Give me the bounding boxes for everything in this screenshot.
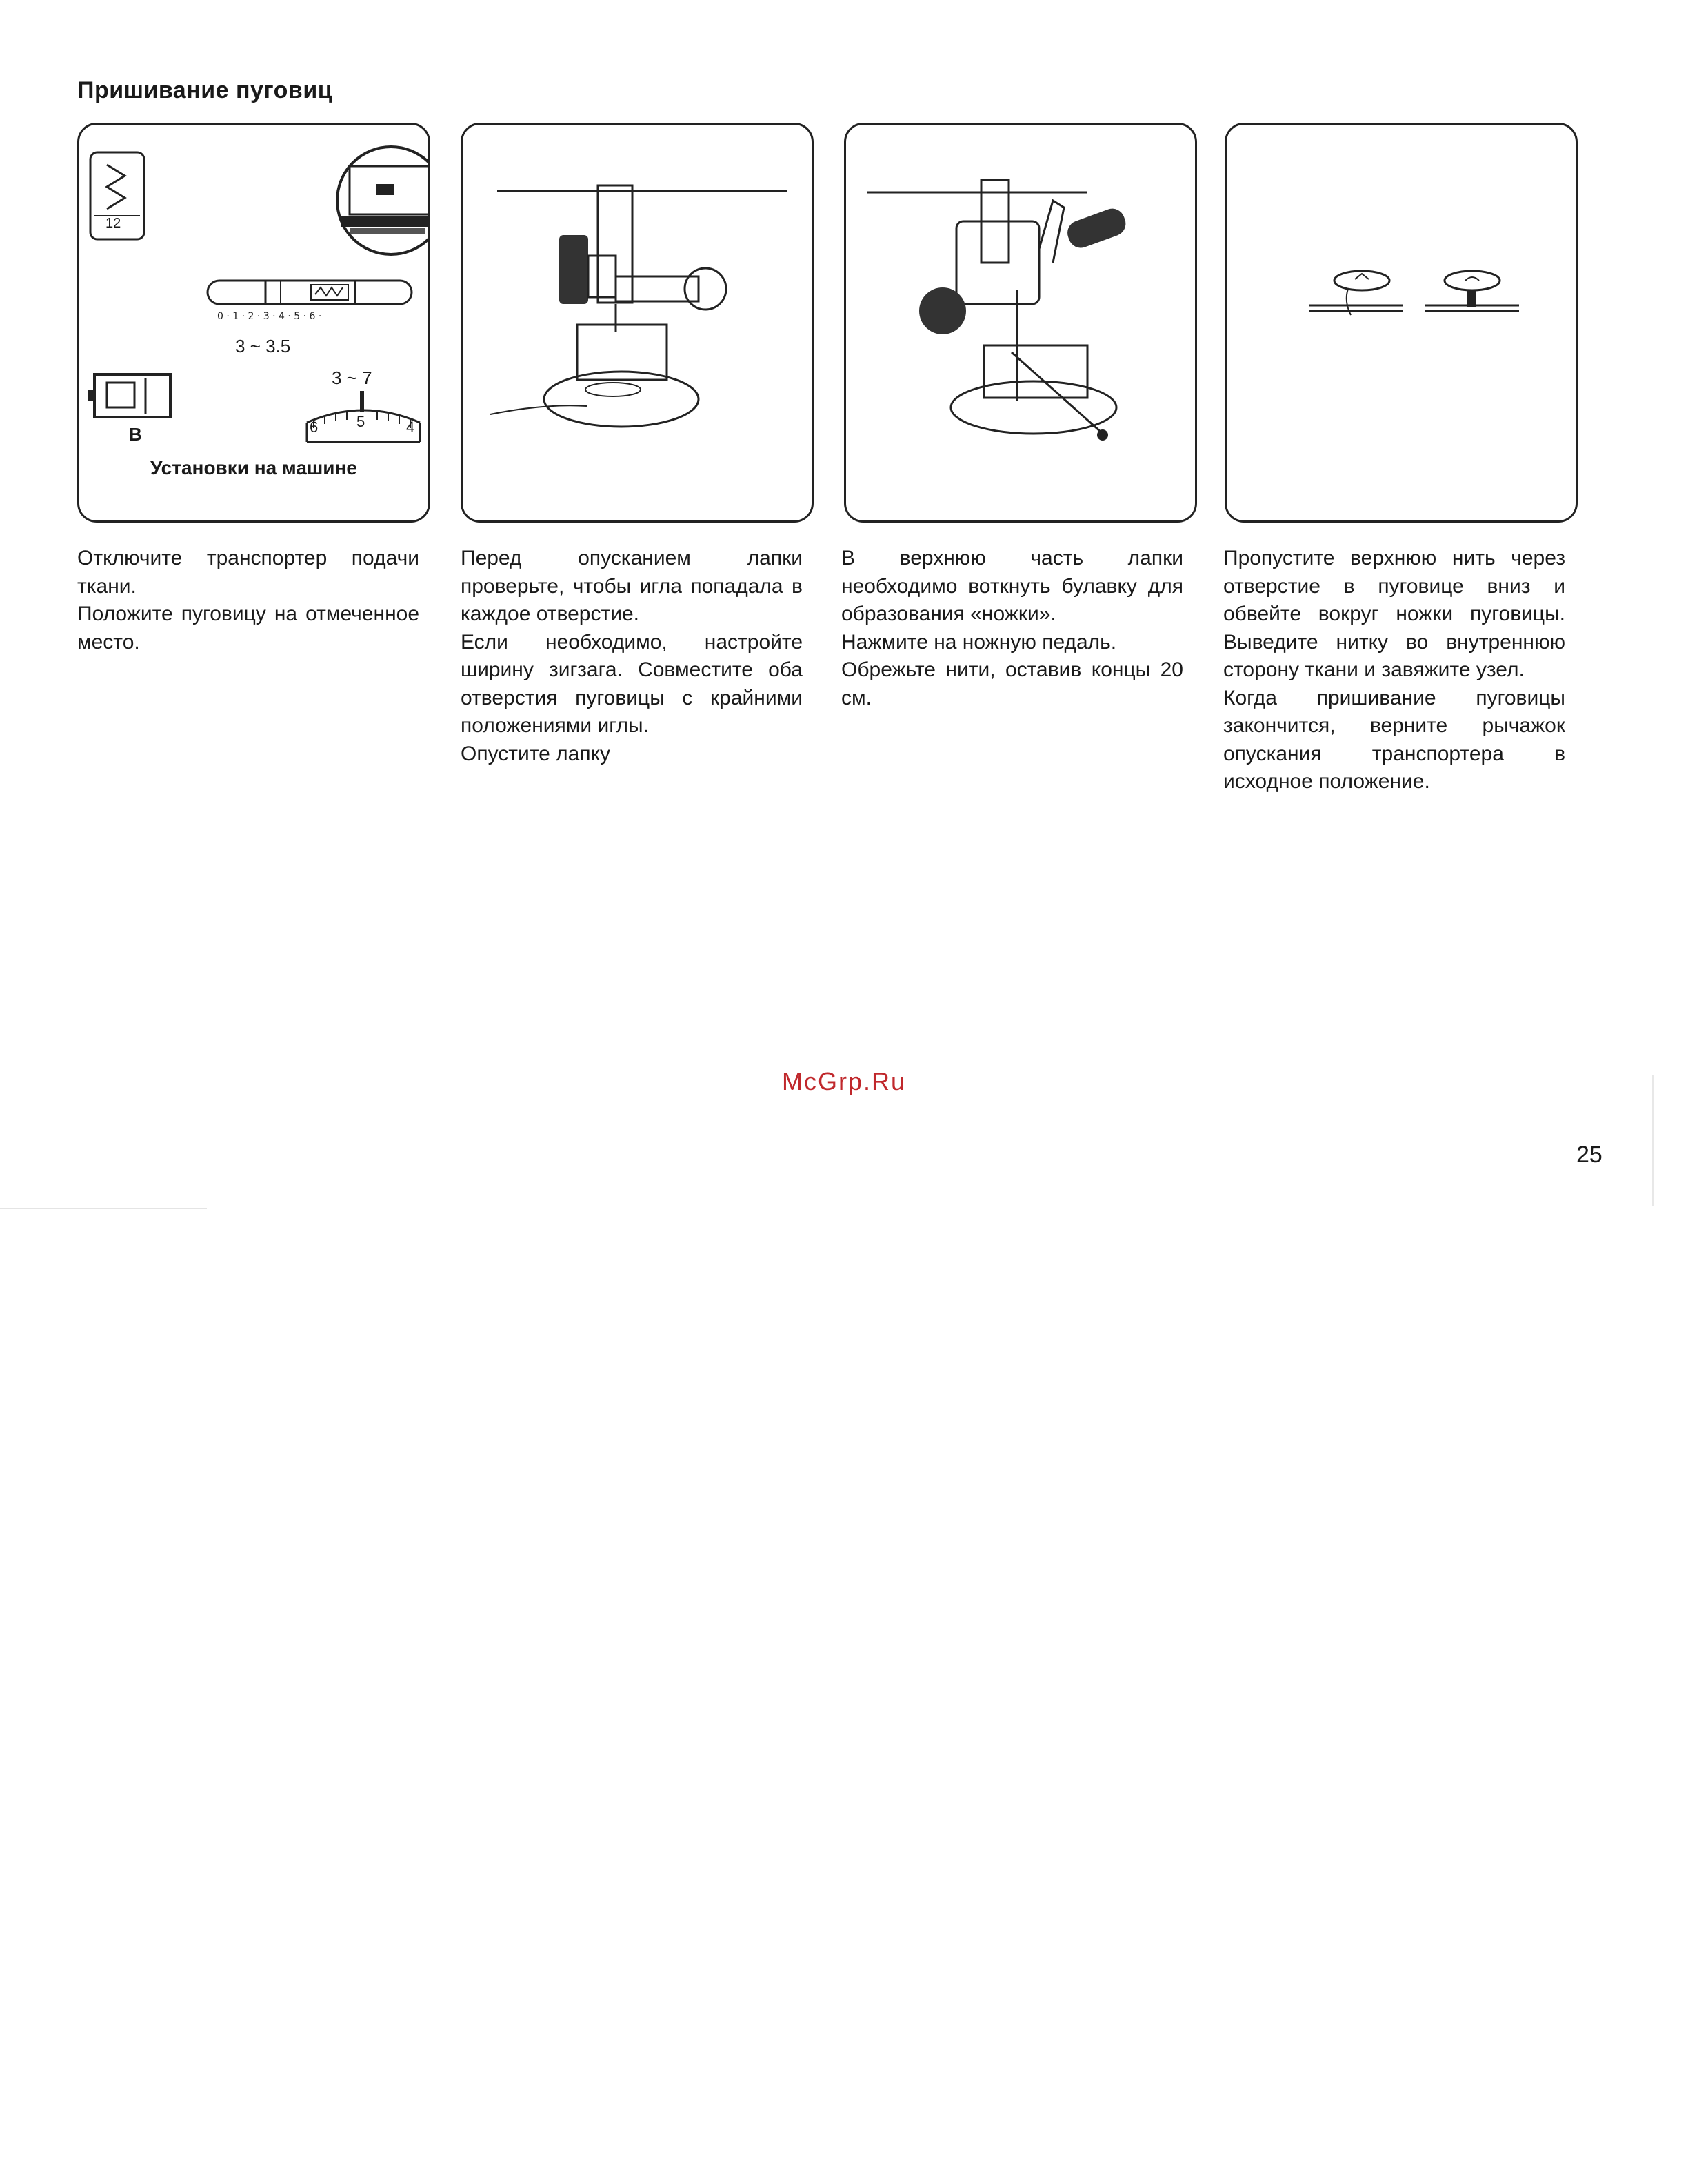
instruction-paragraph: Отключите транспортер подачи ткани. <box>77 547 419 598</box>
instruction-paragraph: Если необходимо, настройте ширину зигзага. Совместите оба отверстия пуговицы с крайними положениями иглы. <box>461 630 803 737</box>
pin-panel <box>844 123 1197 523</box>
machine-settings-panel <box>77 123 430 523</box>
shank-panel <box>1225 123 1578 523</box>
section-title: Пришивание пуговиц <box>77 77 333 103</box>
button-shank-illustration <box>1227 125 1578 523</box>
instruction-paragraph: Когда пришивание пуговицы закончится, верните рычажок опускания транспортера в исходное положение. <box>1223 686 1565 793</box>
instruction-paragraph: Положите пуговицу на отмеченное место. <box>77 603 419 654</box>
pin-foot-illustration <box>846 125 1197 523</box>
instruction-paragraph: Перед опусканием лапки проверьте, чтобы игла попадала в каждое отверстие. <box>461 547 803 625</box>
foot-label: B <box>129 424 142 445</box>
dial-right-number: 4 <box>406 418 415 436</box>
width-range: 3 ~ 3.5 <box>235 336 291 356</box>
instruction-column-4 <box>1223 545 1565 796</box>
length-range: 3 ~ 7 <box>332 367 372 388</box>
stitch-number: 12 <box>106 216 121 231</box>
dial-mid-number: 5 <box>356 413 365 430</box>
scan-edge-line-vertical <box>1652 1075 1654 1206</box>
instruction-column-1 <box>77 545 419 656</box>
instruction-column-2 <box>461 545 803 768</box>
svg-text:0 · 1 · 2 · 3 · 4 · 5 · 6 ·: 0 · 1 · 2 · 3 · 4 · 5 · 6 · <box>217 311 322 322</box>
instruction-paragraph: Пропустите верхнюю нить через отверстие в пуговице вниз и обвейте вокруг ножки пуговицы. Выведите нитку во внутреннюю сторону ткани и завяжите узел. <box>1223 547 1565 681</box>
instruction-paragraph: В верхнюю часть лапки необходимо воткнуть булавку для образования «ножки». <box>841 547 1183 625</box>
foot-check-panel <box>461 123 814 523</box>
instruction-paragraph: Обрежьте нити, оставив концы 20 см. <box>841 658 1183 709</box>
settings-caption: Установки на машине <box>150 457 357 478</box>
watermark: McGrp.Ru <box>781 1067 907 1095</box>
instruction-paragraph: Опустите лапку <box>461 742 611 765</box>
scan-edge-line <box>0 1208 207 1209</box>
presser-foot-illustration <box>463 125 814 523</box>
instruction-column-3 <box>841 545 1183 712</box>
dial-left-number: 6 <box>310 418 319 436</box>
page-number: 25 <box>1576 1142 1602 1168</box>
instruction-paragraph: Нажмите на ножную педаль. <box>841 630 1117 654</box>
